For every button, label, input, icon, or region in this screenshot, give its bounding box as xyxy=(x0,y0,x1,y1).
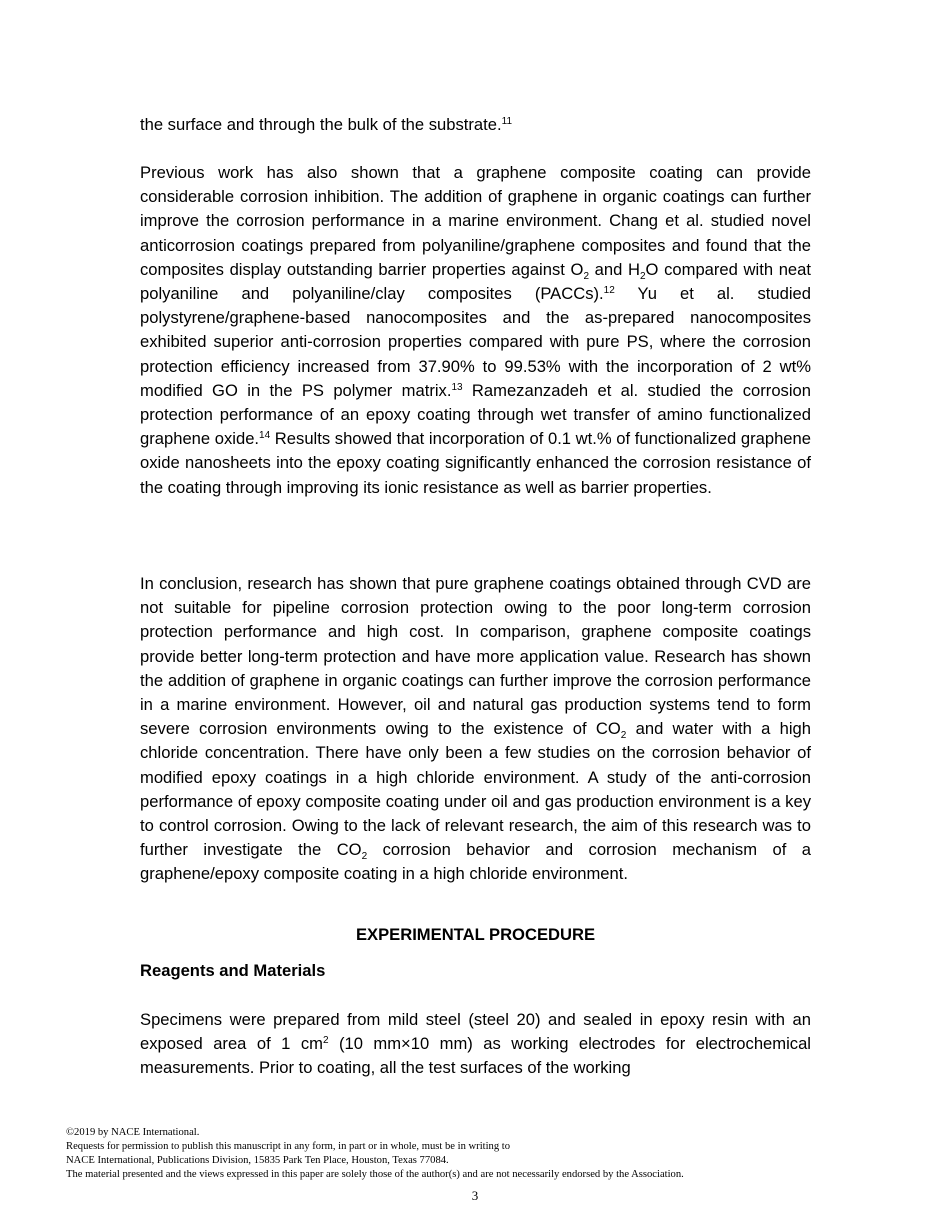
footer-permission-line1: Requests for permission to publish this manuscript in any form, in part or in whole, must be in writing to xyxy=(66,1141,511,1152)
reference-12: 12 xyxy=(603,285,615,297)
paragraph-specimens xyxy=(140,1008,811,1081)
subscript: 2 xyxy=(639,270,646,282)
superscript: 2 xyxy=(322,1035,329,1047)
section-heading: EXPERIMENTAL PROCEDURE xyxy=(355,925,596,944)
footer-copyright: ©2019 by NACE International. xyxy=(66,1127,200,1138)
footer-permission-line2: NACE International, Publications Division, 15835 Park Ten Place, Houston, Texas 77084. xyxy=(66,1155,449,1166)
text-segment: Specimens were prepared from mild steel (steel 20) and sealed in epoxy resin with an exposed area of 1 cm xyxy=(140,1010,811,1054)
reference-14: 14 xyxy=(259,430,271,442)
text-segment: and H xyxy=(589,259,640,279)
subsection-heading: Reagents and Materials xyxy=(140,961,326,980)
subscript: 2 xyxy=(620,730,627,742)
subscript: 2 xyxy=(583,270,589,282)
page-number: 3 xyxy=(471,1188,479,1203)
text-segment: Yu et al. studied polystyrene/graphene-based nanocomposites and the as-prepared nanocomposites exhibited superior anti-corrosion properties compared with pure PS, where the corrosion protection efficiency increased from 37.90% to 99.53% with the incorporation of 2 wt% modified GO in the PS polymer matrix. xyxy=(140,284,811,400)
subscript: 2 xyxy=(361,851,368,863)
paragraph-top-text: the surface and through the bulk of the substrate. xyxy=(140,115,502,134)
reference-11: 11 xyxy=(501,116,513,127)
text-segment: Previous work has also shown that a graphene composite coating can provide considerable corrosion inhibition. The addition of graphene in organic coatings can further improve the corrosion performance in a marine environment. Chang et al. studied novel anticorrosion coatings prepared from polyaniline/graphene composites and found that the composites display outstanding barrier properties against O xyxy=(140,163,811,279)
text-segment: Ramezanzadeh et al. studied the corrosion protection performance of an epoxy coating through wet transfer of amino functionalized graphene oxide. xyxy=(140,380,811,449)
paragraph-conclusion xyxy=(140,572,811,887)
paragraph-graphene-composites xyxy=(140,161,811,500)
text-segment: In conclusion, research has shown that pure graphene coatings obtained through CVD are not suitable for pipeline corrosion protection owing to the poor long-term corrosion protection performance and high cost. In comparison, graphene composite coatings provide better long-term protection and have more application value. Research has shown the addition of graphene in organic coatings can further improve the corrosion performance in a marine environment. However, oil and natural gas production systems tend to form severe corrosion environments owing to the existence of CO xyxy=(140,574,811,739)
text-segment: Results showed that incorporation of 0.1 wt.% of functionalized graphene oxide nanosheets into the epoxy coating significantly enhanced the corrosion resistance of the coating through improving its ionic resistance as well as barrier properties. xyxy=(140,429,811,497)
footer xyxy=(66,1126,886,1182)
footer-disclaimer: The material presented and the views expressed in this paper are solely those of the author(s) and are not necessarily endorsed by the Association. xyxy=(66,1169,684,1180)
reference-13: 13 xyxy=(451,381,463,393)
text-segment: and water with a high chloride concentration. There have only been a few studies on the corrosion behavior of modified epoxy coatings in a high chloride environment. A study of the anti-corrosion performance of epoxy composite coating under oil and gas production environment is a key to control corrosion. Owing to the lack of relevant research, the aim of this research was to further investigate the CO xyxy=(140,719,811,860)
text-segment: O compared with neat polyaniline and polyaniline/clay composites (PACCs). xyxy=(140,259,811,304)
paragraph-top xyxy=(140,113,811,137)
text-segment: (10 mm×10 mm) as working electrodes for electrochemical measurements. Prior to coating, all the test surfaces of the working xyxy=(140,1034,811,1078)
text-segment: corrosion behavior and corrosion mechanism of a graphene/epoxy composite coating in a high chloride environment. xyxy=(140,840,812,884)
